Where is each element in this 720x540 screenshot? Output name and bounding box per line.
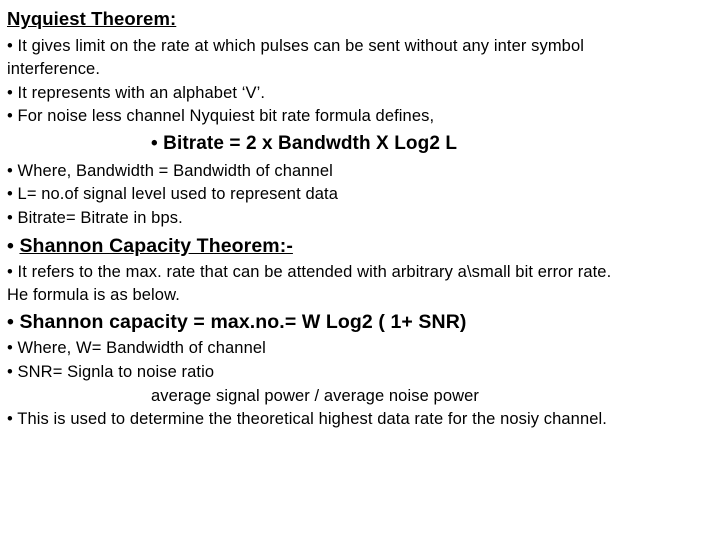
shannon-bullet-refers-line1: • It refers to the max. rate that can be attended with arbitrary a\small bit error rate. <box>7 263 612 281</box>
nyquist-bullet-noiseless: • For noise less channel Nyquiest bit rate formula defines, <box>7 107 435 125</box>
shannon-where-snr: • SNR= Signla to noise ratio <box>7 363 215 381</box>
shannon-snr-definition: average signal power / average noise power <box>151 387 479 405</box>
nyquist-where-bandwidth: • Where, Bandwidth = Bandwidth of channel <box>7 162 333 180</box>
nyquist-title: Nyquiest Theorem: <box>7 8 177 29</box>
nyquist-bullet-alphabet: • It represents with an alphabet ‘V’. <box>7 84 266 102</box>
nyquist-where-bitrate: • Bitrate= Bitrate in bps. <box>7 209 183 227</box>
nyquist-bullet-limit-line2: interference. <box>7 60 101 78</box>
shannon-title-heading: Shannon Capacity Theorem:- <box>19 235 293 257</box>
shannon-where-bandwidth: • Where, W= Bandwidth of channel <box>7 339 266 357</box>
shannon-title <box>7 234 293 258</box>
shannon-formula: • Shannon capacity = max.no.= W Log2 ( 1+ SNR) <box>7 311 467 333</box>
nyquist-bullet-limit-line1: • It gives limit on the rate at which pulses can be sent without any inter symbol <box>7 37 584 55</box>
shannon-title-text: • Shannon Capacity Theorem:- <box>7 235 293 257</box>
shannon-bullet-refers-line2: He formula is as below. <box>7 286 180 304</box>
nyquist-where-levels: • L= no.of signal level used to represent data <box>7 185 338 203</box>
shannon-bullet-usage: • This is used to determine the theoretical highest data rate for the nosiy channel. <box>7 410 607 428</box>
nyquist-formula: • Bitrate = 2 x Bandwdth X Log2 L <box>151 133 458 154</box>
